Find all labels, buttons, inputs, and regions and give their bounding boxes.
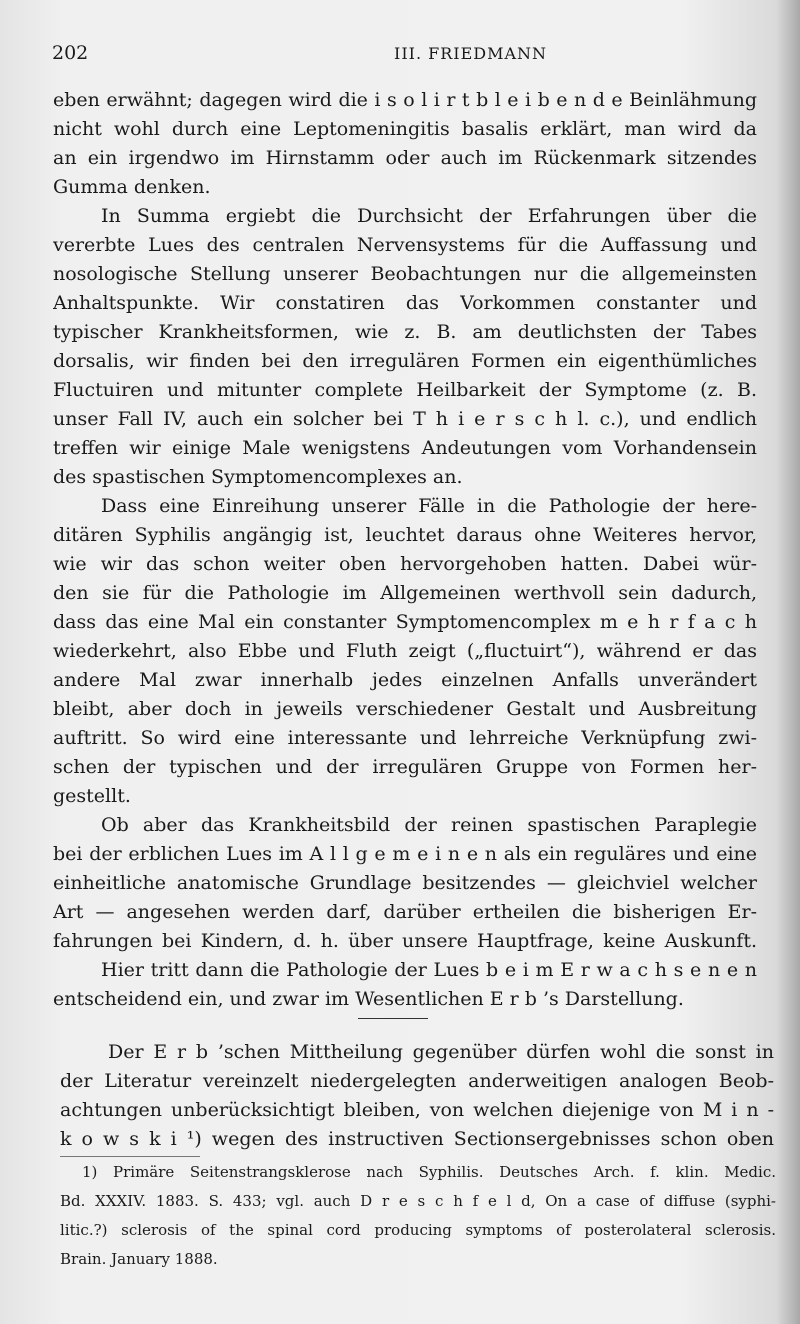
text-line: der Literatur vereinzelt niedergelegten anderweitigen analogen Beob- [60, 1070, 774, 1092]
running-head: III. FRIEDMANN [394, 44, 548, 63]
text-line: bei der erblichen Lues im A l l g e m e i n e n als ein reguläres und eine [53, 843, 757, 865]
text-line: Der E r b ’schen Mittheilung gegenüber dürfen wohl die sonst in [108, 1041, 774, 1063]
text-line: entscheidend ein, und zwar im Wesentlichen E r b ’s Darstellung. [53, 988, 684, 1010]
text-line: auftritt. So wird eine interessante und lehrreiche Verknüpfung zwi- [53, 727, 757, 749]
text-line: einheitliche anatomische Grundlage besitzendes — gleichviel welcher [53, 872, 757, 894]
text-line: typischer Krankheitsformen, wie z. B. am deutlichsten der Tabes [53, 321, 757, 343]
page-number: 202 [52, 42, 89, 64]
body-text-continued [60, 1038, 774, 1154]
text-line: bleibt, aber doch in jeweils verschiedener Gestalt und Ausbreitung [53, 698, 757, 720]
text-line: nicht wohl durch eine Leptomeningitis basalis erklärt, man wird da [53, 118, 757, 140]
text-line: schen der typischen und der irregulären Gruppe von Formen her- [53, 756, 757, 778]
text-line: achtungen unberücksichtigt bleiben, von welchen diejenige von M i n - [60, 1099, 774, 1121]
text-line: treffen wir einige Male wenigstens Andeutungen vom Vorhandensein [53, 437, 757, 459]
text-line: Hier tritt dann die Pathologie der Lues b e i m E r w a c h s e n e n [101, 959, 757, 981]
text-line: unser Fall IV, auch ein solcher bei T h i e r s c h l. c.), und endlich [53, 408, 757, 430]
footnote-line: Brain. January 1888. [60, 1250, 218, 1268]
text-line: k o w s k i ¹) wegen des instructiven Sectionsergebnisses schon oben [60, 1128, 774, 1150]
text-line: andere Mal zwar innerhalb jedes einzelnen Anfalls unverändert [53, 669, 757, 691]
text-line: gestellt. [53, 785, 131, 807]
text-line: eben erwähnt; dagegen wird die i s o l i r t b l e i b e n d e Beinlähmung [53, 89, 757, 111]
text-line: des spastischen Symptomencomplexes an. [53, 466, 463, 488]
text-line: fahrungen bei Kindern, d. h. über unsere Hauptfrage, keine Auskunft. [53, 930, 757, 952]
text-line: ditären Syphilis angängig ist, leuchtet daraus ohne Weiteres hervor, [53, 524, 757, 546]
text-line: den sie für die Pathologie im Allgemeinen werthvoll sein dadurch, [53, 582, 757, 604]
footnote-line: litic.?) sclerosis of the spinal cord producing symptoms of posterolateral sclerosis. [60, 1221, 776, 1239]
text-line: In Summa ergiebt die Durchsicht der Erfahrungen über die [101, 205, 757, 227]
footnote-divider [60, 1156, 200, 1157]
text-line: Dass eine Einreihung unserer Fälle in die Pathologie der here- [101, 495, 757, 517]
page-header [52, 42, 752, 72]
footnotes [60, 1160, 776, 1276]
footnote-line: Bd. XXXIV. 1883. S. 433; vgl. auch D r e s c h f e l d, On a case of diffuse (syphi- [60, 1192, 776, 1210]
text-line: an ein irgendwo im Hirnstamm oder auch im Rückenmark sitzendes [53, 147, 757, 169]
text-line: Gumma denken. [53, 176, 211, 198]
text-line: dass das eine Mal ein constanter Symptomencomplex m e h r f a c h [53, 611, 757, 633]
text-line: wiederkehrt, also Ebbe und Fluth zeigt („fluctuirt“), während er das [53, 640, 757, 662]
text-line: Ob aber das Krankheitsbild der reinen spastischen Paraplegie [101, 814, 757, 836]
text-line: wie wir das schon weiter oben hervorgehoben hatten. Dabei wür- [53, 553, 757, 575]
text-line: Anhaltspunkte. Wir constatiren das Vorkommen constanter und [53, 292, 757, 314]
body-text [53, 86, 757, 1014]
section-divider [358, 1018, 428, 1019]
footnote-line: 1) Primäre Seitenstrangsklerose nach Syphilis. Deutsches Arch. f. klin. Medic. [82, 1163, 776, 1181]
text-line: nosologische Stellung unserer Beobachtungen nur die allgemeinsten [53, 263, 757, 285]
text-line: dorsalis, wir finden bei den irregulären Formen ein eigenthümliches [53, 350, 757, 372]
text-line: Fluctuiren und mitunter complete Heilbarkeit der Symptome (z. B. [53, 379, 757, 401]
text-line: Art — angesehen werden darf, darüber ertheilen die bisherigen Er- [53, 901, 757, 923]
text-line: vererbte Lues des centralen Nervensystems für die Auffassung und [53, 234, 757, 256]
